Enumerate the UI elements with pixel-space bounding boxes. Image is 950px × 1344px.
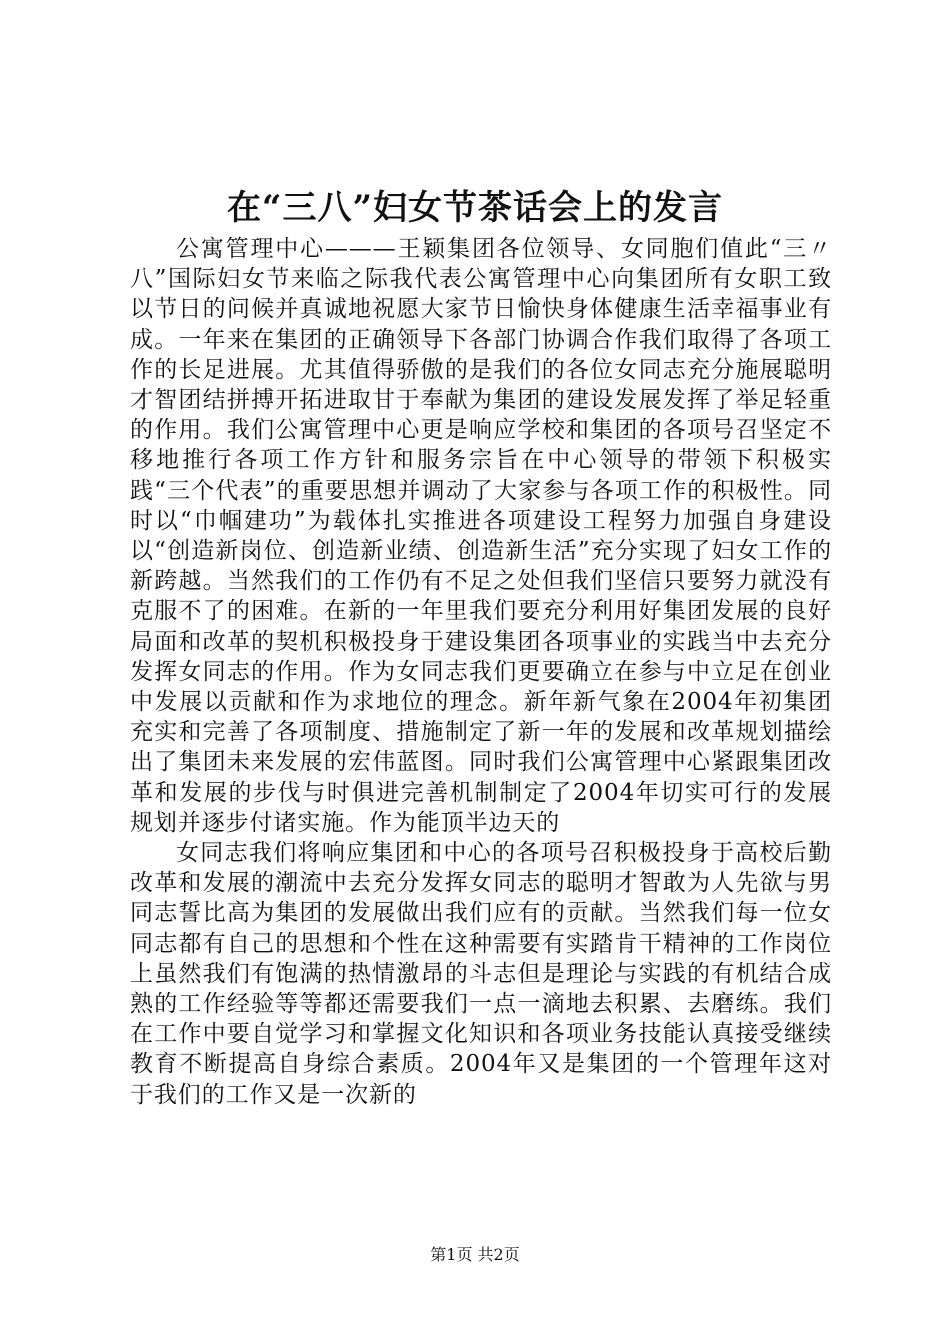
document-body (130, 234, 832, 1110)
paragraph-2: 女同志我们将响应集团和中心的各项号召积极投身于高校后勤改革和发展的潮流中去充分发挥女同志的聪明才智敢为人先欲与男同志誓比高为集团的发展做出我们应有的贡献。当然我们每一位女同志都有自己的思想和个性在这种需要有实踏肯干精神的工作岗位上虽然我们有饱满的热情激昂的斗志但是理论与实践的有机结合成熟的工作经验等等都还需要我们一点一滴地去积累、去磨练。我们在工作中要自觉学习和掌握文化知识和各项业务技能认真接受继续教育不断提高自身综合素质。2004年又是集团的一个管理年这对于我们的工作又是一次新的 (130, 840, 832, 1108)
paragraph-1: 公寓管理中心———王颖集团各位领导、女同胞们值此“三〃八”国际妇女节来临之际我代表公寓管理中心向集团所有女职工致以节日的问候并真诚地祝愿大家节日愉快身体健康生活幸福事业有成。一年来在集团的正确领导下各部门协调合作我们取得了各项工作的长足进展。尤其值得骄傲的是我们的各位女同志充分施展聪明才智团结拼搏开拓进取甘于奉献为集团的建设发展发挥了举足轻重的作用。我们公寓管理中心更是响应学校和集团的各项号召坚定不移地推行各项工作方针和服务宗旨在中心领导的带领下积极实践“三个代表”的重要思想并调动了大家参与各项工作的积极性。同时以“巾帼建功”为载体扎实推进各项建设工程努力加强自身建设以“创造新岗位、创造新业绩、创造新生活”充分实现了妇女工作的新跨越。当然我们的工作仍有不足之处但我们坚信只要努力就没有克服不了的困难。在新的一年里我们要充分利用好集团发展的良好局面和改革的契机积极投身于建设集团各项事业的实践当中去充分发挥女同志的作用。作为女同志我们更要确立在参与中立足在创业中发展以贡献和作为求地位的理念。新年新气象在2004年初集团充实和完善了各项制度、措施制定了新一年的发展和改革规划描绘出了集团未来发展的宏伟蓝图。同时我们公寓管理中心紧跟集团改革和发展的步伐与时俱进完善机制制定了2004年切实可行的发展规划并逐步付诸实施。作为能顶半边天的 (130, 236, 832, 836)
page-footer: 第1页 共2页 (430, 1245, 520, 1264)
page-title: 在“三八”妇女节茶话会上的发言 (226, 188, 724, 228)
